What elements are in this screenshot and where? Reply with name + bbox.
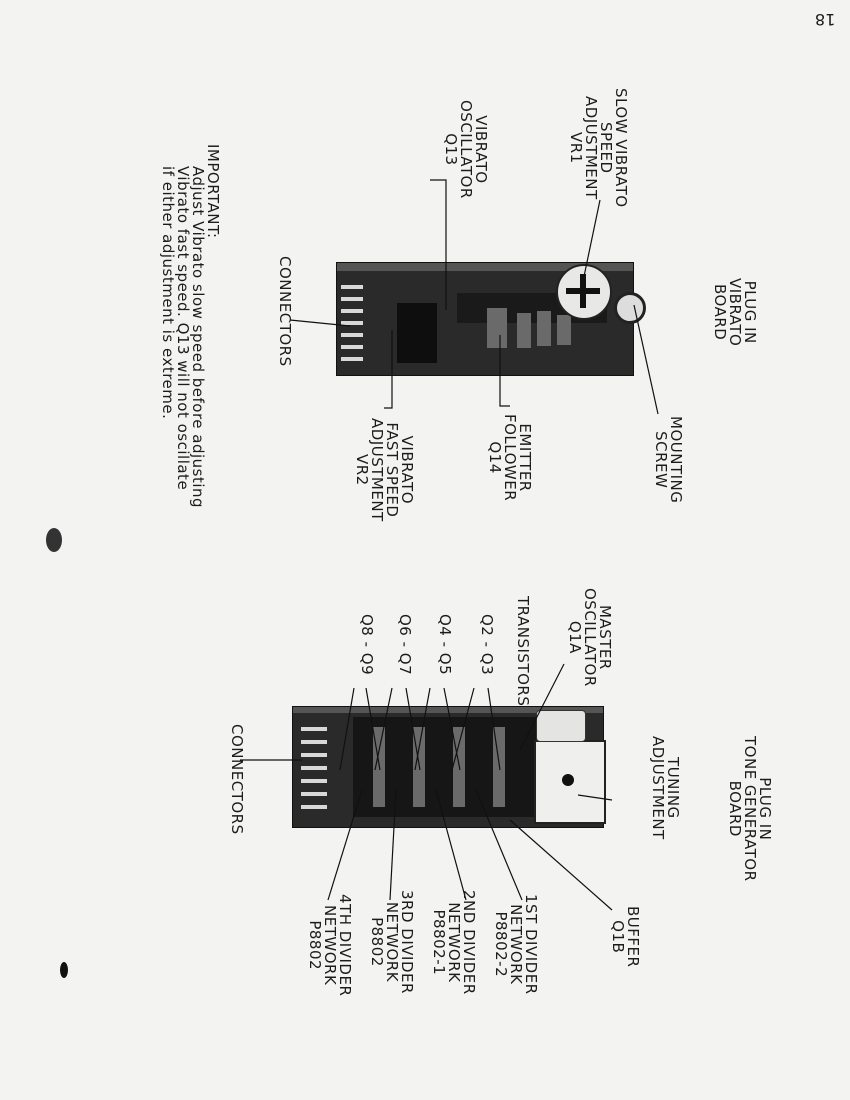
page-number: 18 (815, 10, 836, 29)
q8-q9-label: Q8 - Q9 (358, 614, 376, 676)
punch-hole-mark (60, 962, 68, 978)
important-heading: IMPORTANT: (204, 144, 222, 239)
first-divider-label: 1ST DIVIDER NETWORK P8802-2 (492, 894, 540, 995)
vibrato-connectors-label: CONNECTORS (276, 256, 294, 367)
transistors-label: TRANSISTORS (514, 596, 532, 707)
q6-q7-label: Q6 - Q7 (396, 614, 414, 676)
slow-vibrato-speed-label: SLOW VIBRATO SPEED ADJUSTMENT VR1 (567, 88, 630, 208)
tone-generator-board-label: PLUG IN TONE GENERATOR BOARD (726, 736, 774, 882)
tone-connectors-label: CONNECTORS (228, 724, 246, 835)
q2-q3-label: Q2 - Q3 (478, 614, 496, 676)
fourth-divider-label: 4TH DIVIDER NETWORK P8802 (306, 894, 354, 997)
important-note: IMPORTANT: Adjust Vibrato slow speed before adjusting Vibrato fast speed. Q13 will not oscillate if either adjustment is extreme. (159, 144, 222, 509)
q4-q5-label: Q4 - Q5 (436, 614, 454, 676)
master-oscillator-label: MASTER OSCILLATOR Q1A (566, 588, 614, 687)
mounting-screw-label: MOUNTING SCREW (652, 416, 685, 504)
vibrato-fast-speed-label: VIBRATO FAST SPEED ADJUSTMENT VR2 (353, 418, 416, 522)
third-divider-label: 3RD DIVIDER NETWORK P8802 (368, 890, 416, 994)
buffer-q1b-label: BUFFER Q1B (609, 906, 642, 968)
tuning-adjustment-label: TUNING ADJUSTMENT (649, 736, 682, 840)
second-divider-label: 2ND DIVIDER NETWORK P8802-1 (430, 890, 478, 995)
emitter-follower-label: EMITTER FOLLOWER Q14 (486, 414, 534, 502)
punch-hole-mark (46, 528, 62, 552)
vibrato-oscillator-label: VIBRATO OSCILLATOR Q13 (442, 100, 490, 199)
vibrato-board-label: PLUG IN VIBRATO BOARD (711, 278, 759, 347)
